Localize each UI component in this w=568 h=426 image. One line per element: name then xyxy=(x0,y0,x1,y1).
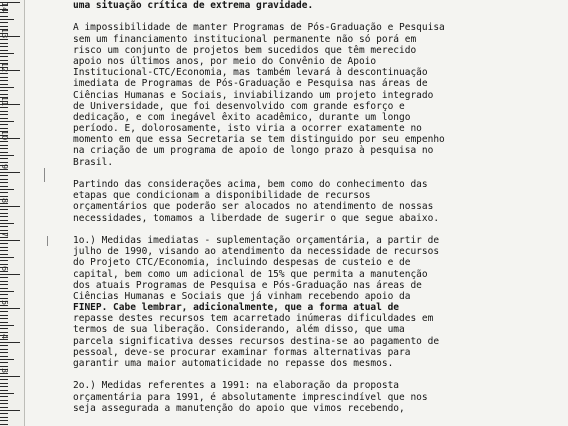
ruler-tick xyxy=(0,356,8,357)
ruler-tick xyxy=(0,107,8,108)
ruler-tick xyxy=(0,186,8,187)
ruler-number: 14 xyxy=(0,2,9,13)
ruler-tick xyxy=(0,359,14,360)
ruler-tick xyxy=(0,223,14,224)
ruler-tick xyxy=(0,80,8,81)
ruler-tick xyxy=(0,84,8,85)
paragraph-1 xyxy=(73,22,528,167)
text-line: pessoal, deve-se procurar examinar formas alternativas para xyxy=(73,346,411,358)
text-line: Ciências Humanas e Sociais, inviabilizando um projeto integrado xyxy=(73,89,434,101)
text-line: apoio nos últimos anos, por meio do Convênio de Apoio xyxy=(73,55,377,67)
ruler-tick xyxy=(0,386,8,387)
ruler-number: 6 xyxy=(0,266,9,272)
ruler-tick xyxy=(0,400,8,401)
text-line: momento em que essa Secretaria se tem distinguido por seu empenho xyxy=(73,134,445,146)
ruler-tick xyxy=(0,175,8,176)
ruler-tick xyxy=(0,94,8,95)
ruler-tick xyxy=(0,420,8,421)
ruler-tick xyxy=(0,16,8,17)
ruler-tick xyxy=(0,43,8,44)
text-line: orçamentária para 1991, é absolutamente imprescindível que nos xyxy=(73,391,428,403)
ruler-tick xyxy=(0,121,14,122)
text-line: etapas que condicionam a disponibilidade de recursos xyxy=(73,190,371,202)
ruler-tick xyxy=(0,247,8,248)
ruler-tick xyxy=(0,209,8,210)
ruler-tick xyxy=(0,413,8,414)
ruler-tick xyxy=(0,284,8,285)
ruler-tick xyxy=(0,250,8,251)
scan-mark xyxy=(47,236,48,246)
text-line: A impossibilidade de manter Programas de Pós-Graduação e Pesquisa xyxy=(73,22,445,34)
ruler-tick xyxy=(0,315,8,316)
ruler-number: 12 xyxy=(0,62,9,73)
ruler-number: 13 xyxy=(0,28,9,39)
ruler-tick xyxy=(0,264,8,265)
text-line: Ciências Humanas e Sociais que já vinham recebendo apoio da xyxy=(73,290,411,302)
ruler-number: 7 xyxy=(0,232,9,238)
ruler-tick xyxy=(0,141,8,142)
text-line: 1o.) Medidas imediatas - suplementação orçamentária, a partir de xyxy=(73,234,440,246)
ruler-tick xyxy=(0,182,8,183)
ruler-tick xyxy=(0,345,8,346)
ruler-tick xyxy=(0,396,8,397)
ruler-tick xyxy=(0,294,8,295)
ruler-tick xyxy=(0,90,8,91)
ruler-tick xyxy=(0,189,14,190)
ruler-tick xyxy=(0,407,8,408)
text-line: termos de sua liberação. Considerando, além disso, que uma xyxy=(73,324,405,336)
ruler-tick xyxy=(0,60,8,61)
ruler-tick xyxy=(0,328,8,329)
ruler-tick xyxy=(0,254,8,255)
ruler-tick xyxy=(0,257,14,258)
ruler-tick xyxy=(0,77,8,78)
ruler-tick xyxy=(0,220,8,221)
text-line: repasse destes recursos tem acarretado inúmeras dificuldades em xyxy=(73,313,434,325)
ruler-tick xyxy=(0,118,8,119)
ruler-tick xyxy=(0,349,8,350)
ruler-tick xyxy=(0,73,8,74)
ruler-number: 11 xyxy=(0,96,9,107)
ruler-tick xyxy=(0,206,20,207)
ruler-tick xyxy=(0,291,14,292)
ruler-tick xyxy=(0,332,8,333)
paragraph-3 xyxy=(73,235,528,369)
ruler-tick xyxy=(0,39,8,40)
ruler-tick xyxy=(0,352,8,353)
text-line: orçamentários que poderão ser alocados no atendimento de nossas xyxy=(73,201,434,213)
ruler-tick xyxy=(0,213,8,214)
ruler-tick xyxy=(0,298,8,299)
ruler-tick xyxy=(0,318,8,319)
text-line: Partindo das considerações acima, bem como do conhecimento das xyxy=(73,179,428,190)
ruler-tick xyxy=(0,162,8,163)
text-line: imediata de Programas de Pós-Graduação e Pesquisa nas áreas de xyxy=(73,78,428,90)
text-line: Institucional-CTC/Economia, mas também levará à descontinuação xyxy=(73,67,428,79)
ruler-number: 3 xyxy=(0,368,9,374)
ruler-tick xyxy=(0,383,8,384)
ruler-tick xyxy=(0,393,14,394)
text-line: dedicação, e com inegável êxito acadêmico, durante um longo xyxy=(73,111,411,123)
text-line: sem um financiamento institucional permanente não só porá em xyxy=(73,33,417,45)
ruler-tick xyxy=(0,277,8,278)
ruler-tick xyxy=(0,274,20,275)
ruler-tick xyxy=(0,260,8,261)
ruler-tick xyxy=(0,111,8,112)
ruler-tick xyxy=(0,56,8,57)
ruler-tick xyxy=(0,243,8,244)
text-line: Brasil. xyxy=(73,156,114,168)
ruler-tick xyxy=(0,226,8,227)
text-line: risco um conjunto de projetos bem sucedidos que têm merecido xyxy=(73,44,417,56)
ruler-tick xyxy=(0,311,8,312)
ruler-tick xyxy=(0,216,8,217)
ruler-tick xyxy=(0,50,8,51)
text-line: do Projeto CTC/Economia, incluindo despesas de custeio e de xyxy=(73,257,411,269)
ruler-tick xyxy=(0,376,20,377)
ruler-tick xyxy=(0,19,14,20)
ruler-tick xyxy=(0,53,14,54)
text-line: parcela significativa desses recursos destina-se ao pagamento de xyxy=(73,335,440,347)
ruler-tick xyxy=(0,22,8,23)
ruler-tick xyxy=(0,424,8,425)
text-line: na criação de um programa de apoio de longo prazo à pesquisa no xyxy=(73,145,434,157)
text-line: de Universidade, que foi desenvolvido com grande esforço e xyxy=(73,100,405,112)
ruler-tick xyxy=(0,325,14,326)
ruler-tick xyxy=(0,390,8,391)
ruler-tick xyxy=(0,308,20,309)
ruler-tick xyxy=(0,26,8,27)
text-line: período. E, dolorosamente, isto viria a ocorrer exatamente no xyxy=(73,123,422,135)
ruler-tick xyxy=(0,87,14,88)
text-line: uma situação crítica de extrema gravidade. xyxy=(73,0,314,11)
text-line: seja assegurada a manutenção do apoio que vimos recebendo, xyxy=(73,402,405,414)
text-line: garantir uma maior automaticidade no repasse dos mesmos. xyxy=(73,358,394,369)
ruler-tick xyxy=(0,145,8,146)
ruler-tick xyxy=(0,281,8,282)
ruler-tick xyxy=(0,240,20,241)
ruler-tick xyxy=(0,152,8,153)
text-line: dos atuais Programas de Pesquisa e Pós-Graduação nas áreas de xyxy=(73,279,422,291)
text-line: FINEP. Cabe lembrar, adicionalmente, que a forma atual de xyxy=(73,302,400,314)
paragraph-4 xyxy=(73,380,528,414)
text-line: 2o.) Medidas referentes a 1991: na elaboração da proposta xyxy=(73,380,400,392)
ruler-tick xyxy=(0,342,20,343)
ruler-tick xyxy=(0,322,8,323)
ruler-tick xyxy=(0,46,8,47)
ruler-tick xyxy=(0,417,8,418)
ruler-tick xyxy=(0,288,8,289)
ruler-tick xyxy=(0,362,8,363)
ruler-number: 9 xyxy=(0,164,9,170)
text-line: capital, bem como um adicional de 15% que permita a manutenção xyxy=(73,268,428,280)
ruler-tick xyxy=(0,124,8,125)
ruler-tick xyxy=(0,128,8,129)
ruler-tick xyxy=(0,12,8,13)
ruler-number: 4 xyxy=(0,334,9,340)
ruler-tick xyxy=(0,172,20,173)
text-line: julho de 1990, visando ao atendimento da necessidade de recursos xyxy=(73,246,440,258)
page-ruler xyxy=(0,0,25,426)
ruler-tick xyxy=(0,379,8,380)
ruler-tick xyxy=(0,114,8,115)
ruler-tick xyxy=(0,403,8,404)
ruler-tick xyxy=(0,155,14,156)
scan-mark xyxy=(44,168,45,182)
ruler-tick xyxy=(0,158,8,159)
ruler-tick xyxy=(0,179,8,180)
ruler-tick xyxy=(0,230,8,231)
ruler-tick xyxy=(0,410,20,411)
ruler-tick xyxy=(0,366,8,367)
paragraph-2 xyxy=(73,179,528,224)
ruler-tick xyxy=(0,148,8,149)
text-line: necessidades, tomamos a liberdade de sugerir o que segue abaixo. xyxy=(73,212,440,224)
ruler-number: 5 xyxy=(0,300,9,306)
ruler-tick xyxy=(0,196,8,197)
ruler-tick xyxy=(0,192,8,193)
ruler-number: 10 xyxy=(0,130,9,141)
ruler-number: 8 xyxy=(0,198,9,204)
document-page xyxy=(73,0,528,414)
